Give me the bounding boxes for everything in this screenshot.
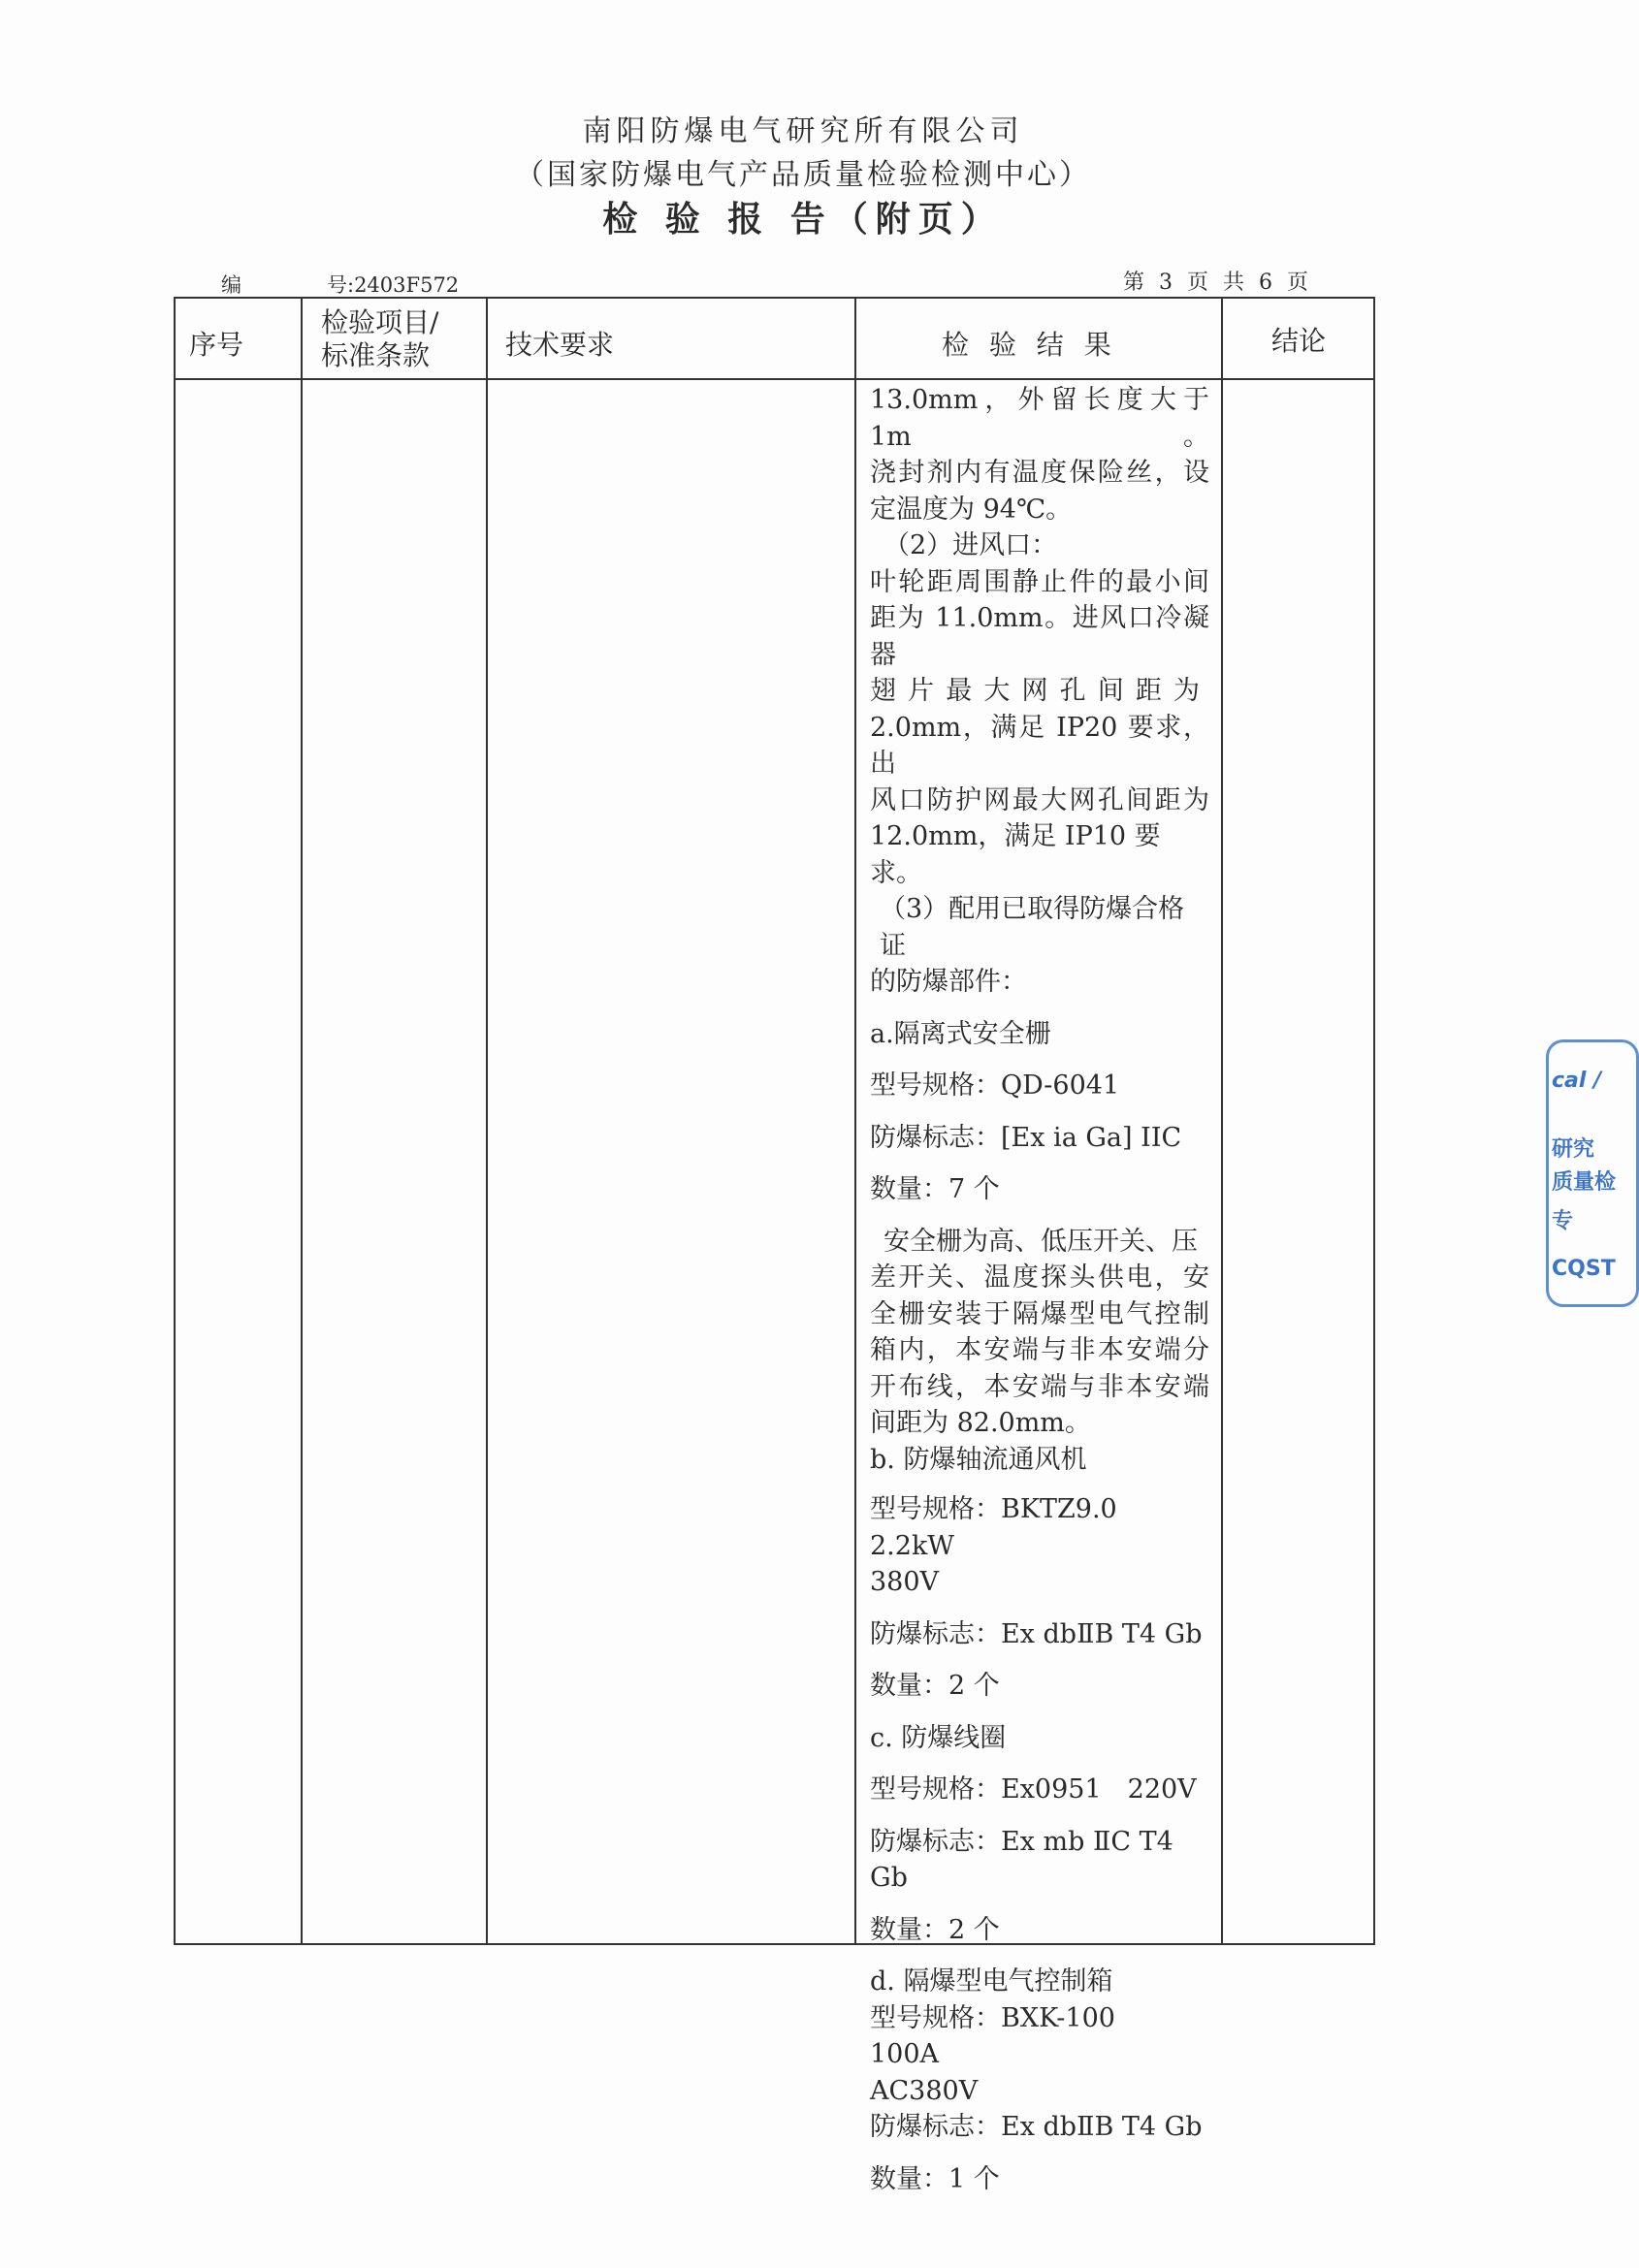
result-line: AC380V — [870, 2075, 979, 2106]
result-line: 风口防护网最大网孔间距为 — [870, 784, 1209, 815]
result-line: c. 防爆线圈 — [870, 1722, 1007, 1753]
result-line: d. 隔爆型电气控制箱 — [870, 1966, 1113, 1996]
seal-text: 质量检 — [1552, 1170, 1617, 1195]
column-divider — [854, 299, 856, 1943]
result-line: 差开关、温度探头供电，安 — [870, 1262, 1209, 1293]
result-line: 数量：7 个 — [870, 1174, 1000, 1204]
result-line: 型号规格：QD-6041 — [870, 1070, 1120, 1101]
result-line: 间距为 82.0mm。 — [870, 1408, 1091, 1438]
result-line: 2.0mm，满足 IP20 要求，出 — [870, 712, 1209, 779]
result-line: 型号规格：BXK-100 100A — [870, 2002, 1141, 2069]
report-number-value: 号:2403F572 — [327, 273, 460, 297]
report-number-prefix: 编 — [221, 273, 241, 297]
result-line: 数量：2 个 — [870, 1914, 1000, 1945]
seal-text: 专 — [1552, 1209, 1574, 1233]
page-indicator: 第 3 页 共 6 页 — [1123, 271, 1312, 295]
result-line: 防爆标志：Ex dbⅡB T4 Gb — [870, 2112, 1203, 2142]
result-line: a.隔离式安全栅 — [870, 1018, 1051, 1049]
seal-text: 研究 — [1552, 1137, 1595, 1162]
result-line: 数量：2 个 — [870, 1671, 1000, 1701]
report-number — [221, 270, 459, 299]
result-line: 型号规格：BKTZ9.0 2.2kW — [870, 1494, 1143, 1561]
result-line: 叶轮距周围静止件的最小间 — [870, 566, 1209, 597]
result-line: 12.0mm，满足 IP10 要求。 — [870, 821, 1161, 888]
result-line: 定温度为 94℃。 — [870, 494, 1073, 525]
result-line: 防爆标志：Ex dbⅡB T4 Gb — [870, 1618, 1203, 1649]
organization-subtitle: （国家防爆电气产品质量检验检测中心） — [515, 158, 1091, 192]
header-item-line2: 标准条款 — [321, 339, 431, 371]
seal-text: CQST — [1552, 1257, 1616, 1281]
header-result: 检 验 结 果 — [942, 329, 1117, 361]
column-divider — [486, 299, 488, 1943]
header-seq: 序号 — [189, 329, 244, 361]
result-line: 防爆标志：[Ex ia Ga] IIC — [870, 1122, 1182, 1153]
result-line: b. 防爆轴流通风机 — [870, 1444, 1087, 1475]
result-line: 13.0mm，外留长度大于 1m。 — [870, 385, 1209, 452]
result-line: 的防爆部件： — [870, 967, 1027, 997]
result-line: 全栅安装于隔爆型电气控制 — [870, 1298, 1209, 1329]
result-line: 开布线，本安端与非本安端 — [870, 1371, 1209, 1402]
header-conclusion: 结论 — [1271, 325, 1327, 357]
inspection-results — [870, 382, 1209, 2197]
header-tech: 技术要求 — [505, 329, 615, 361]
report-title: 检 验 报 告（附页） — [602, 199, 1004, 240]
seal-text: cal / — [1552, 1069, 1602, 1093]
inspection-table — [174, 297, 1375, 2194]
column-divider — [1221, 299, 1223, 1943]
result-line: 防爆标志：Ex mb ⅡC T4 Gb — [870, 1826, 1173, 1893]
header-item — [321, 306, 438, 372]
result-line: 安全栅为高、低压开关、压 — [884, 1226, 1198, 1257]
header-divider — [176, 378, 1373, 380]
column-divider — [301, 299, 303, 1943]
result-line: 380V — [870, 1567, 940, 1597]
result-line: （3）配用已取得防爆合格证 — [880, 894, 1185, 961]
result-line: 型号规格：Ex0951 220V — [870, 1774, 1197, 1805]
result-line: 数量：1 个 — [870, 2163, 1000, 2194]
result-line: 距为 11.0mm。进风口冷凝器 — [870, 603, 1209, 670]
result-line: 翅片最大网孔间距为 — [870, 676, 1209, 706]
result-line: 浇封剂内有温度保险丝，设 — [870, 458, 1209, 488]
result-line: （2）进风口： — [884, 530, 1058, 560]
header-item-line1: 检验项目/ — [321, 306, 439, 338]
official-seal — [1544, 1039, 1617, 1311]
result-line: 箱内，本安端与非本安端分 — [870, 1335, 1209, 1365]
organization-name: 南阳防爆电气研究所有限公司 — [582, 114, 1024, 148]
